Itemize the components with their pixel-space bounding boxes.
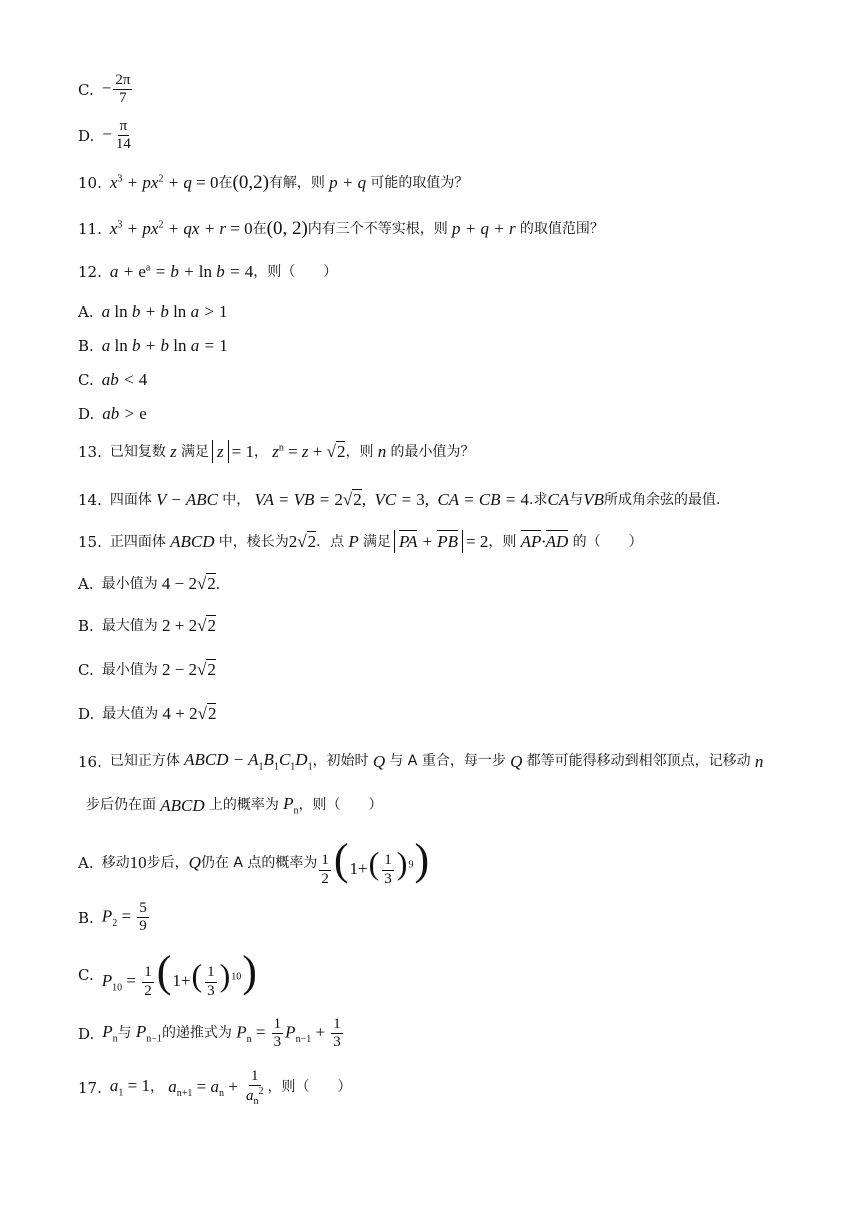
option-a-q15: A. 最小值为 4 − 2√2. [78, 574, 221, 594]
option-b-q12 [78, 336, 828, 356]
math-expression: − $\frac{\pi}{14}$ [102, 118, 131, 153]
item-label: 10. [78, 174, 102, 193]
math-expression: ab < 4 [101, 370, 148, 389]
item-label: A. [78, 853, 94, 872]
option-d-q9 [78, 118, 828, 154]
option-c-q15: C. 最小值为 2 − 2√2 [78, 660, 216, 680]
question-16: 16. 已知正方体 ABCD − $A_1B_1C_1D_1$ ，初始时 Q 与 A 重合，每一步 Q 都等可能得移动到相邻顶点，记移动 n [78, 750, 764, 773]
option-d-q15: D. 最大值为 4 + 2√2 [78, 704, 217, 724]
item-label: 11. [78, 220, 102, 239]
question-15: 15. 正四面体 ABCD 中，棱长为 2√2 ．点 P 满足 PA + PB = 2 ，则 AP·AD 的（ ） [78, 532, 643, 552]
item-label: C. [78, 661, 94, 680]
question-13: 13. 已知复数 z 满足 z = 1 ， $z^n = z + √2$ ，则 n 的最小值为？ [78, 442, 475, 462]
item-label: A. [78, 303, 94, 322]
item-label: C. [78, 965, 94, 984]
item-label: 14. [78, 491, 102, 510]
item-label: 16. [78, 752, 102, 771]
option-c-q16: C. $P_{10}$ = $\frac{1}{2}$ (1+( $\frac{1}{3}$ )$^{10}$) [78, 947, 257, 999]
item-label: D. [78, 705, 95, 724]
option-b-q15: B. 最大值为 2 + 2√2 [78, 616, 216, 636]
math-expression: $x^3 + px^2$ + qx + r = 0 [109, 219, 253, 239]
item-label: C. [78, 80, 94, 99]
item-label: 12. [78, 263, 102, 282]
item-label: 17. [78, 1078, 102, 1097]
item-label: B. [78, 337, 94, 356]
item-label: 13. [78, 443, 102, 462]
math-expression: − $\frac{2\pi}{7}$ [101, 72, 131, 107]
question-10: 10. $x^3 + px^2 + q = 0$ 在 (0,2) 有解，则 p + q 可能的取值为？ [78, 172, 469, 193]
item-label: B. [78, 908, 94, 927]
math-expression: $a + e^a = b + \ln b = 4$ [109, 262, 254, 281]
question-14: 14. 四面体 V − ABC 中， VA = VB = 2√2, VC = 3, CA = CB = 4 .求 CA 与 VB 所成角余弦的最值. [78, 490, 721, 510]
option-c-q9 [78, 72, 828, 108]
item-label: 15. [78, 533, 102, 552]
item-label: B. [78, 617, 94, 636]
item-label: D. [78, 1024, 95, 1043]
item-label: D. [78, 126, 95, 145]
option-a-q12 [78, 302, 828, 322]
option-c-q12 [78, 370, 828, 390]
option-d-q16: D. $P_n$ 与 $P_{n-1}$ 的递推式为 $P_n$ = $\frac{1}{3}$ $P_{n-1}$ + $\frac{1}{3}$ [78, 1016, 341, 1051]
question-16-continued: 步后仍在面 ABCD 上的概率为 $P_n$ ，则（ ） [86, 794, 383, 817]
math-expression: a ln b + b ln a = 1 [101, 336, 228, 355]
item-label: D. [78, 405, 95, 424]
math-expression: $x^3 + px^2 + q = 0$ [109, 173, 219, 193]
question-12: 12. $a + e^a = b + \ln b = 4$ ，则（ ） [78, 262, 338, 282]
math-expression: a ln b + b ln a > 1 [101, 302, 228, 321]
option-b-q16: B. $P_2$ = $\frac{5}{9}$ [78, 900, 147, 935]
item-label: C. [78, 371, 94, 390]
math-expression: ab > e [102, 404, 147, 423]
question-17: 17. $a_1 = 1$ ， $a_{n+1} = a_n$ + $\frac{1}{a_n^2}$ ，则（ ） [78, 1068, 352, 1108]
option-a-q16: A. 移动 10 步后， Q 仍在 A 点的概率为 $\frac{1}{2}$ (1+( $\frac{1}{3}$ )$^9$) [78, 835, 430, 887]
question-11: 11. $x^3 + px^2$ + qx + r = 0 在 (0, 2) 内有三个不等实根，则 p + q + r 的取值范围？ [78, 218, 604, 239]
item-label: A. [78, 575, 94, 594]
option-d-q12 [78, 404, 828, 424]
